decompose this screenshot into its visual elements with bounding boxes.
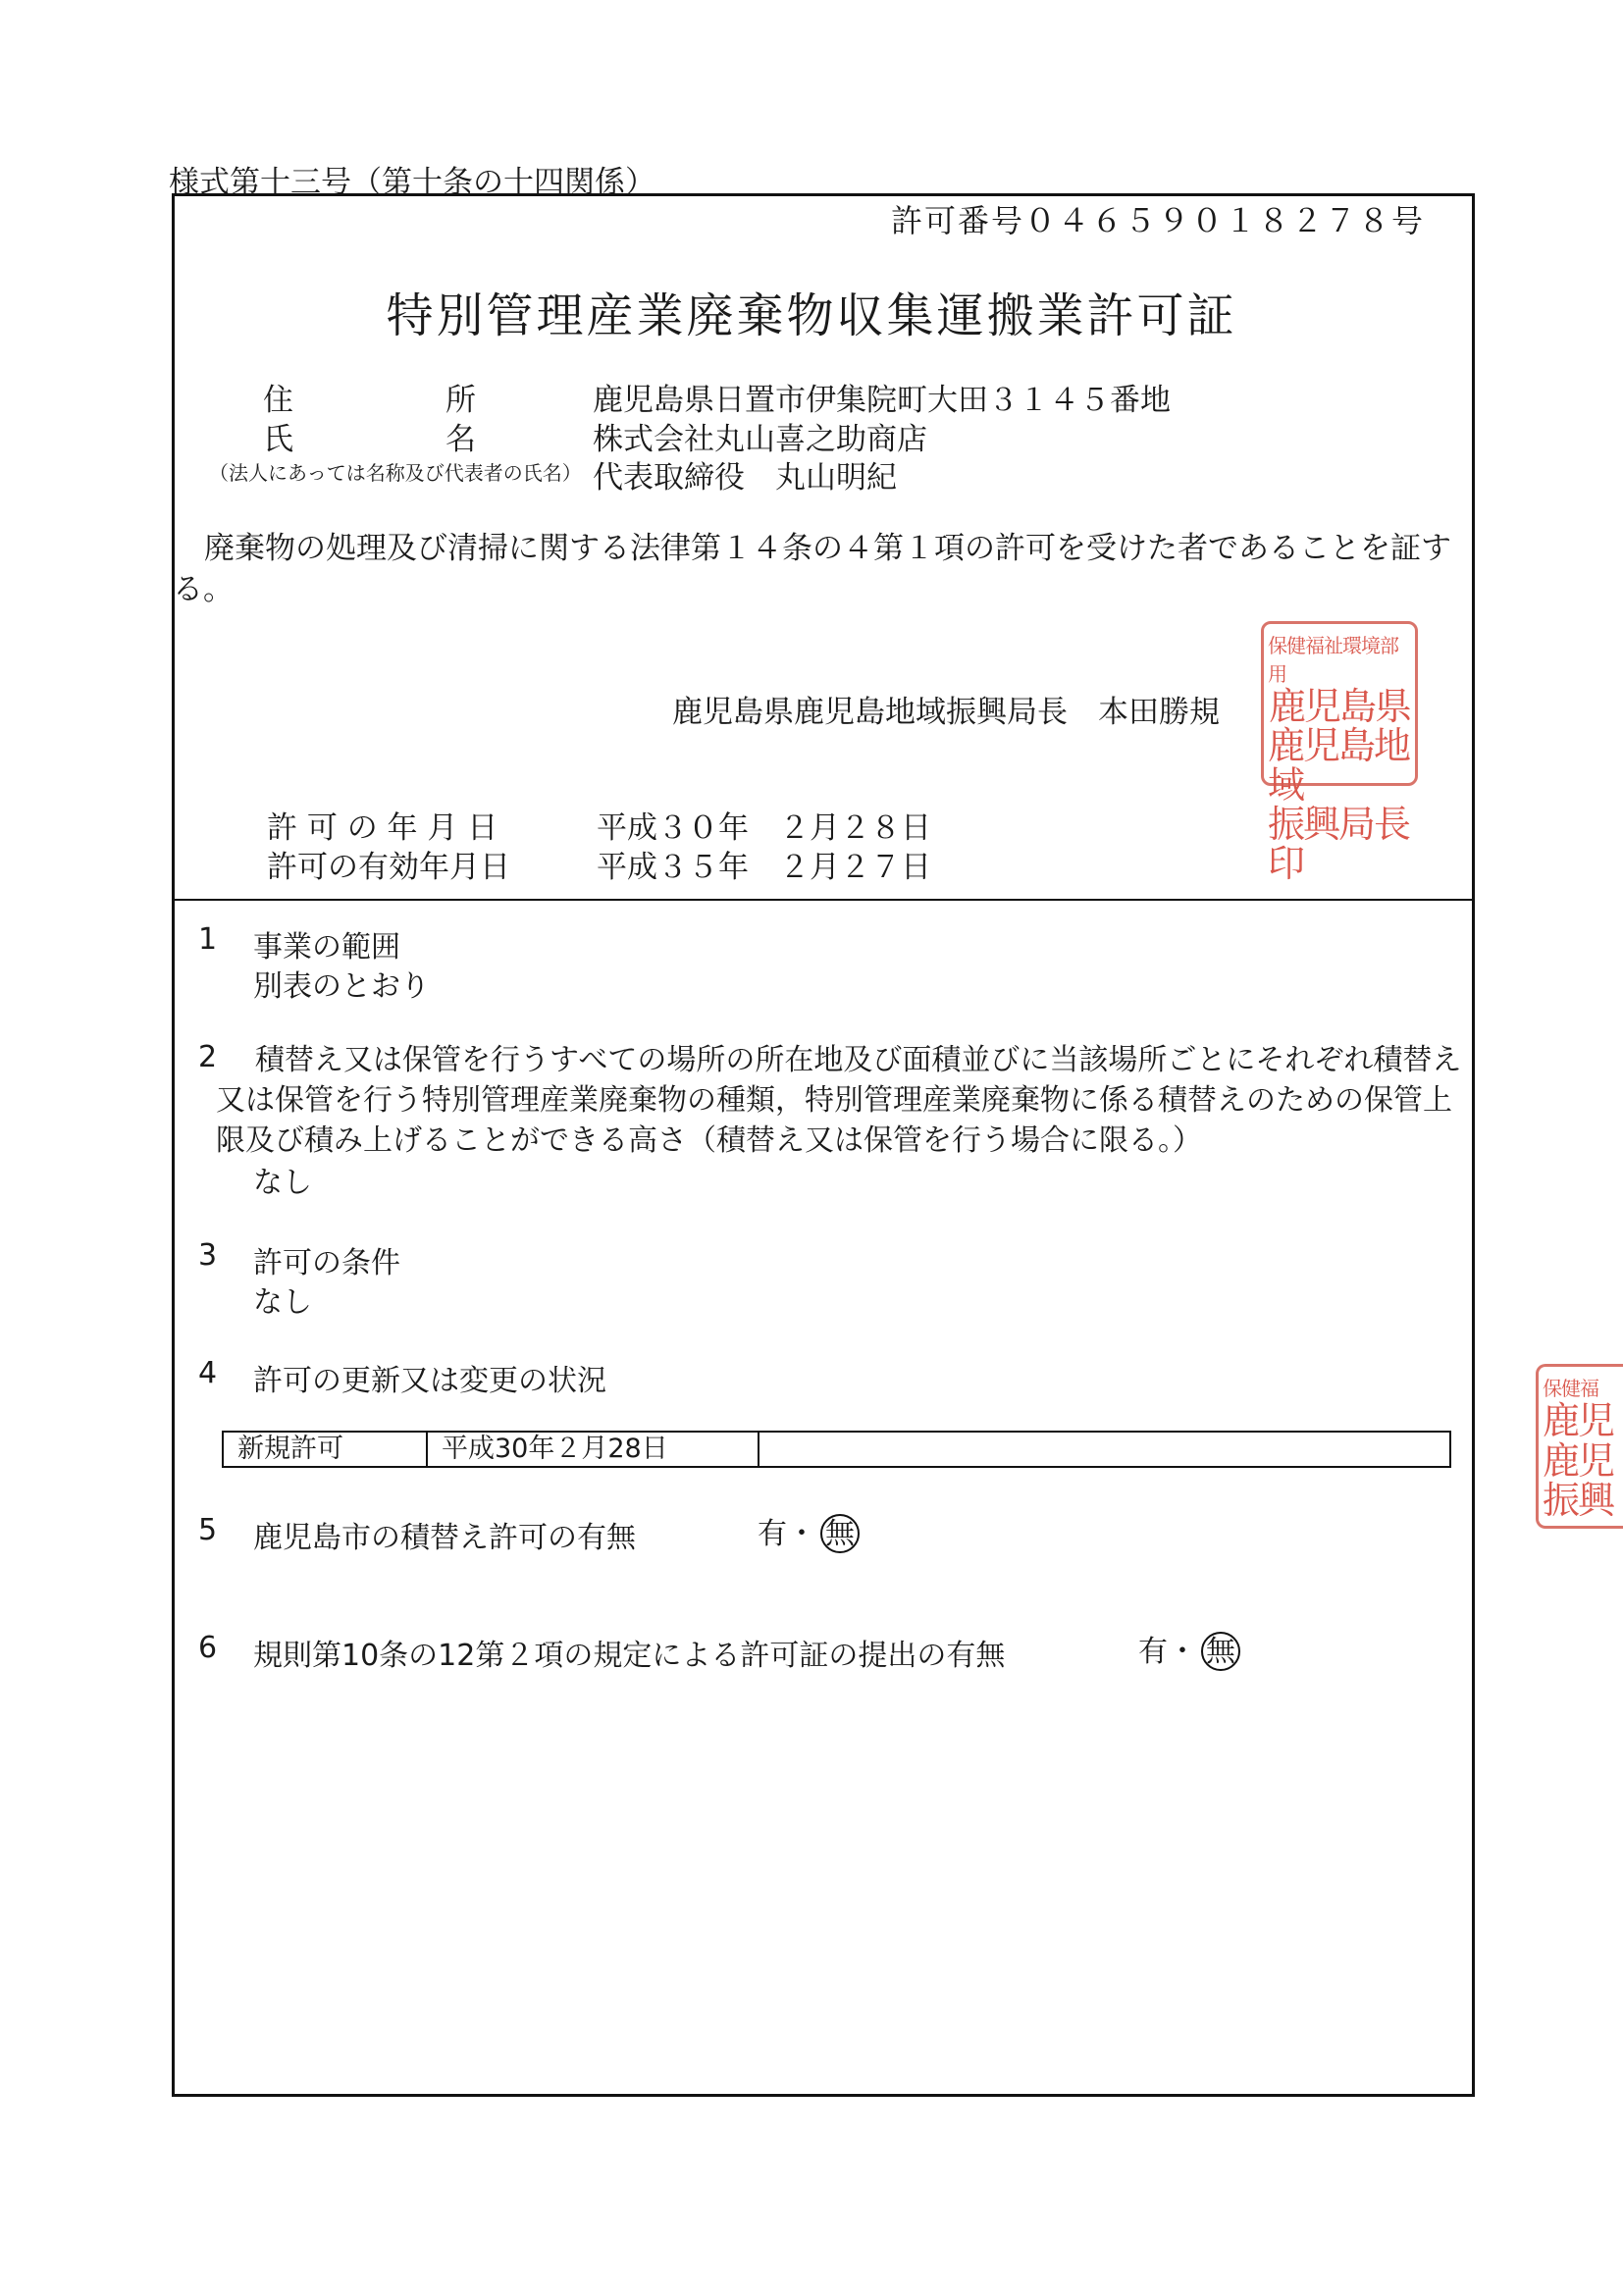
section-5-yes: 有: [758, 1517, 787, 1551]
section-2-body: なし: [253, 1166, 312, 1200]
section-6-no-circled: 無: [1201, 1632, 1240, 1671]
seal-top-text: 保健福祉環境部用: [1268, 634, 1398, 686]
certification-text: 廃棄物の処理及び清掃に関する法律第１４条の４第１項の許可を受けた者であることを証する。: [173, 531, 1451, 607]
permit-number: 許可番号０４６５９０１８２７８号: [890, 202, 1425, 239]
history-date: 平成30年２月28日: [428, 1433, 759, 1466]
section-5-sep: ・: [787, 1517, 816, 1551]
section-1-body: 別表のとおり: [253, 969, 430, 1004]
history-type: 新規許可: [224, 1433, 428, 1466]
address-value: 鹿児島県日置市伊集院町大田３１４５番地: [593, 383, 1171, 418]
document-title: 特別管理産業廃棄物収集運搬業許可証: [386, 288, 1237, 343]
section-4-heading: 許可の更新又は変更の状況: [253, 1364, 606, 1398]
form-label: 様式第十三号（第十条の十四関係）: [169, 165, 655, 200]
section-6-sep: ・: [1168, 1635, 1197, 1669]
section-3-number: 3: [198, 1238, 218, 1273]
section-5-answer: [758, 1509, 860, 1553]
seal-row-1: 鹿児島県: [1268, 685, 1410, 728]
representative-value: 代表取締役 丸山明紀: [593, 460, 897, 496]
section-divider: [172, 899, 1475, 901]
section-4-number: 4: [198, 1356, 218, 1390]
section-1-heading: 事業の範囲: [253, 930, 400, 965]
official-seal-icon: [1261, 621, 1418, 885]
name-value: 株式会社丸山喜之助商店: [593, 422, 927, 457]
section-6-heading: 規則第10条の12第２項の規定による許可証の提出の有無: [253, 1639, 1006, 1673]
partial-seal-row-1: 鹿児: [1543, 1399, 1614, 1443]
expiry-date-label: 許可の有効年月日: [267, 850, 510, 885]
expiry-date-value: 平成３５年 ２月２７日: [597, 850, 931, 885]
partial-seal-row-3: 振興: [1543, 1478, 1614, 1522]
section-5-heading: 鹿児島市の積替え許可の有無: [253, 1521, 636, 1555]
name-label: 氏 名: [263, 422, 476, 457]
section-5-no-circled: 無: [820, 1514, 860, 1553]
section-2-text: 積替え又は保管を行うすべての場所の所在地及び面積並びに当該場所ごとにそれぞれ積替え又は保管を行う特別管理産業廃棄物の種類，特別管理産業廃棄物に係る積替えのための保管上限及び積み上げることができる高さ（積替え又は保管を行う場合に限る。）: [216, 1043, 1462, 1158]
section-3-body: なし: [253, 1285, 312, 1320]
address-label: 住 所: [263, 383, 476, 418]
section-6-yes: 有: [1138, 1635, 1168, 1669]
section-3-heading: 許可の条件: [253, 1246, 400, 1280]
seal-row-2: 鹿児島地域: [1268, 724, 1410, 807]
section-6-answer: [1138, 1627, 1240, 1671]
section-5-number: 5: [198, 1513, 218, 1547]
partial-seal-icon: [1536, 1364, 1623, 1529]
issuer-name: 鹿児島県鹿児島地域振興局長 本田勝規: [672, 695, 1220, 730]
section-6-number: 6: [198, 1631, 218, 1665]
history-table-row: [222, 1431, 1451, 1468]
seal-row-3: 振興局長印: [1268, 803, 1410, 885]
permit-date-label: 許 可 の 年 月 日: [267, 810, 498, 846]
permit-date-value: 平成３０年 ２月２８日: [597, 810, 931, 846]
section-2-number: 2: [198, 1040, 218, 1074]
partial-seal-top: 保健福: [1543, 1377, 1598, 1400]
section-1-number: 1: [198, 922, 218, 957]
partial-seal-row-2: 鹿児: [1543, 1438, 1614, 1483]
name-note: （法人にあっては名称及び代表者の氏名）: [209, 461, 582, 485]
history-note: [759, 1433, 1449, 1466]
